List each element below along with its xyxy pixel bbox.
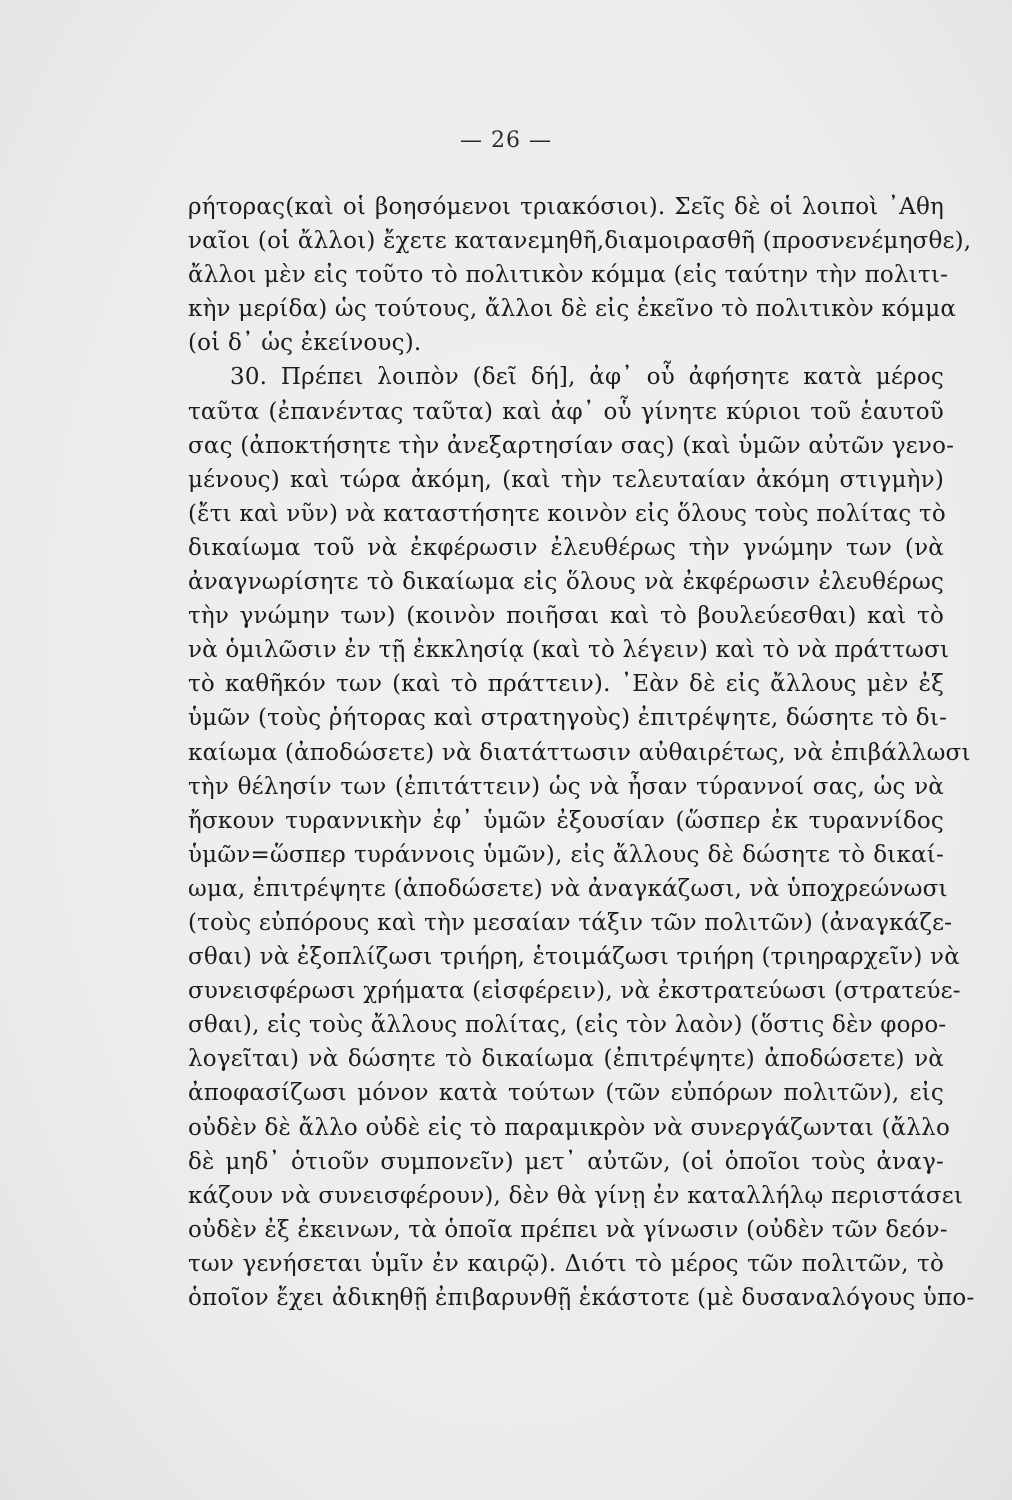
text-line: ἀποφασίζωσι μόνον κατὰ τούτων (τῶν εὐπόρων πολιτῶν), εἰς <box>188 1080 944 1107</box>
text-line: των γενήσεται ὑμῖν ἐν καιρῷ). Διότι τὸ μέρος τῶν πολιτῶν, τὸ <box>188 1250 944 1277</box>
text-line: ἀναγνωρίσητε τὸ δικαίωμα εἰς ὅλους νὰ ἐκφέρωσιν ἐλευθέρως <box>188 569 944 596</box>
text-line: ἄλλοι μὲν εἰς τοῦτο τὸ πολιτικὸν κόμμα (εἰς ταύτην τὴν πολιτι- <box>188 262 949 289</box>
text-line: οὐδὲν ἐξ ἐκεινων, τὰ ὁποῖα πρέπει νὰ γίνωσιν (οὐδὲν τῶν δεόν- <box>188 1216 948 1243</box>
text-line: κὴν μερίδα) ὡς τούτους, ἄλλοι δὲ εἰς ἐκεῖνο τὸ πολιτικὸν κόμμα <box>188 296 957 323</box>
text-line: κάζουν νὰ συνεισφέρουν), δὲν θὰ γίνῃ ἐν καταλλήλῳ περιστάσει <box>188 1182 964 1209</box>
text-line: τὴν γνώμην των) (κοινὸν ποιῆσαι καὶ τὸ βουλεύεσθαι) καὶ τὸ <box>188 603 944 630</box>
text-line: δικαίωμα τοῦ νὰ ἐκφέρωσιν ἐλευθέρως τὴν γνώμην των (νὰ <box>188 534 944 561</box>
text-line: τὴν θέλησίν των (ἐπιτάττειν) ὡς νὰ ἦσαν τύραννοί σας, ὡς νὰ <box>188 773 944 800</box>
text-line: οὐδὲν δὲ ἄλλο οὐδὲ εἰς τὸ παραμικρὸν νὰ συνεργάζωνται (ἄλλο <box>188 1114 950 1141</box>
text-line: συνεισφέρωσι χρήματα (εἰσφέρειν), νὰ ἐκστρατεύωσι (στρατεύε- <box>188 978 961 1005</box>
text-line: καίωμα (ἀποδώσετε) νὰ διατάττωσιν αὐθαιρέτως, νὰ ἐπιβάλλωσι <box>188 739 971 766</box>
text-line: ναῖοι (οἱ ἄλλοι) ἔχετε κατανεμηθῆ,διαμοιρασθῆ (προσνενέμησθε), <box>188 228 972 255</box>
text-line: ὁποῖον ἔχει ἀδικηθῇ ἐπιβαρυνθῇ ἑκάστοτε (μὲ δυσαναλόγους ὑπο- <box>188 1285 975 1311</box>
page-number: — 26 — <box>460 128 552 153</box>
text-line: (ἔτι καὶ νῦν) νὰ καταστήσητε κοινὸν εἰς ὅλους τοὺς πολίτας τὸ <box>188 500 946 527</box>
text-line: μένους) καὶ τώρα ἀκόμη, (καὶ τὴν τελευταίαν ἀκόμη στιγμὴν) <box>188 466 944 493</box>
text-line: σθαι), εἰς τοὺς ἄλλους πολίτας, (εἰς τὸν λαὸν) (ὅστις δὲν φορο- <box>188 1012 947 1039</box>
paragraph-start-line: 30. Πρέπει λοιπὸν (δεῖ δή], ἀφ᾽ οὗ ἀφήσητε κατὰ μέρος <box>230 364 944 391</box>
text-line: ταῦτα (ἐπανέντας ταῦτα) καὶ ἀφ᾽ οὗ γίνητε κύριοι τοῦ ἑαυτοῦ <box>188 398 944 425</box>
text-line: (τοὺς εὐπόρους καὶ τὴν μεσαίαν τάξιν τῶν πολιτῶν) (ἀναγκάζε- <box>188 909 953 936</box>
text-line: ωμα, ἐπιτρέψητε (ἀποδώσετε) νὰ ἀναγκάζωσι, νὰ ὑποχρεώνωσι <box>188 875 948 902</box>
text-line: σας (ἀποκτήσητε τὴν ἀνεξαρτησίαν σας) (καὶ ὑμῶν αὐτῶν γενο- <box>188 432 955 459</box>
text-line: νὰ ὁμιλῶσιν ἐν τῇ ἐκκλησίᾳ (καὶ τὸ λέγειν) καὶ τὸ νὰ πράττωσι <box>188 637 950 664</box>
text-line: ρήτορας(καὶ οἱ βοησόμενοι τριακόσιοι). Σεῖς δὲ οἱ λοιποὶ ᾿Αθη <box>188 194 944 220</box>
text-line: σθαι) νὰ ἐξοπλίζωσι τριήρη, ἑτοιμάζωσι τριήρη (τριηραρχεῖν) νὰ <box>188 944 960 971</box>
text-line: ὑμῶν (τοὺς ῥήτορας καὶ στρατηγοὺς) ἐπιτρέψητε, δώσητε τὸ δι- <box>188 705 948 732</box>
text-line: δὲ μηδ᾽ ὁτιοῦν συμπονεῖν) μετ᾽ αὐτῶν, (οἱ ὁποῖοι τοὺς ἀναγ- <box>188 1148 944 1175</box>
body-text <box>188 190 975 1315</box>
text-line: τὸ καθῆκόν των (καὶ τὸ πράττειν). ᾿Εὰν δὲ εἰς ἄλλους μὲν ἐξ <box>188 671 944 698</box>
text-line: λογεῖται) νὰ δώσητε τὸ δικαίωμα (ἐπιτρέψητε) ἀποδώσετε) νὰ <box>188 1046 944 1073</box>
text-line: ἤσκουν τυραννικὴν ἐφ᾽ ὑμῶν ἐξουσίαν (ὥσπερ ἐκ τυραννίδος <box>188 807 944 834</box>
text-line: ὑμῶν=ὥσπερ τυράννοις ὑμῶν), εἰς ἄλλους δὲ δώσητε τὸ δικαί- <box>188 841 944 868</box>
text-line: (οἱ δ᾽ ὡς ἐκείνους). <box>188 330 422 357</box>
